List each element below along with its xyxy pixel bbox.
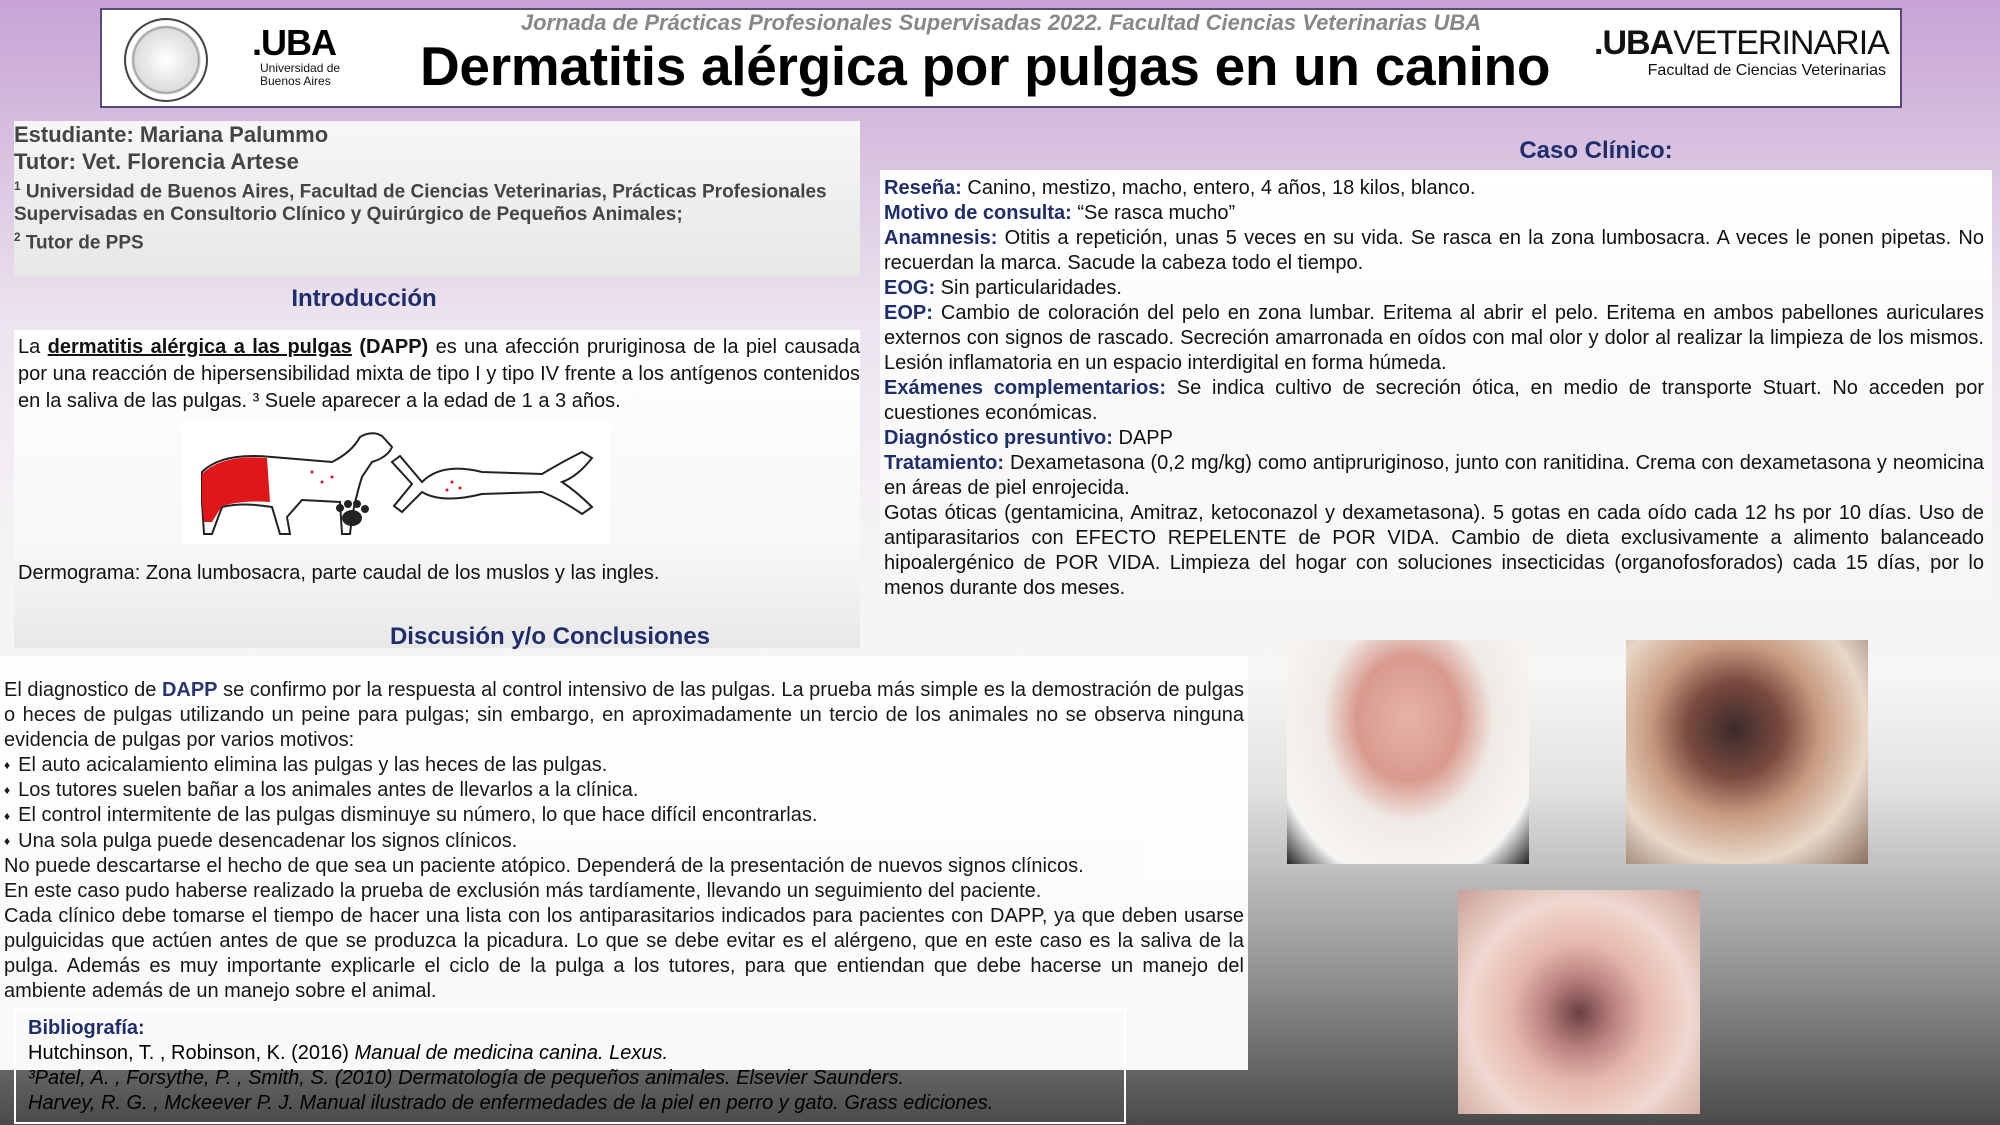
discussion-paragraph-4: Cada clínico debe tomarse el tiempo de hacer una lista con los antiparasitarios indicados para pacientes con DAPP, ya que deben usarse pulguicidas que actúen antes de que se produzca la picadura. Lo que se debe evitar es el alérgeno, que en este caso es la saliva de la pulga. Además es muy importante explicarle el ciclo de la pulga a los tutores, para que entiendan que debe hacerse un manejo del ambiente además de un manejo sobre el animal. <box>4 904 1244 1002</box>
case-resena <box>884 176 1984 201</box>
case-tratamiento <box>884 451 1984 501</box>
affiliation-1 <box>14 175 860 226</box>
examenes-label: Exámenes complementarios: <box>884 377 1167 399</box>
eop-label: EOP: <box>884 302 933 324</box>
intro-title: Introducción <box>291 285 437 312</box>
case-diagnostico <box>884 426 1984 451</box>
bibliography-text <box>28 1016 993 1116</box>
case-tratamiento-2: Gotas óticas (gentamicina, Amitraz, ketoconazol y dexametasona). 5 gotas en cada oído cada 12 hs por 10 días. Uso de antiparasitarios con EFECTO REPELENTE de POR VIDA. Cambio de dieta exclusivamente a alimento balanceado hipoalergénico de POR VIDA. Limpieza del hogar con soluciones insecticidas (organofosforados) cada 15 días, por lo menos durante dos meses. <box>884 502 1984 599</box>
diagnostico-value: DAPP <box>1112 427 1173 449</box>
discussion-p1-start: El diagnostico de <box>4 679 162 701</box>
poster-header <box>100 8 1902 108</box>
discussion-title: Discusión y/o Conclusiones <box>389 623 711 650</box>
dermogram-dog-illustration <box>182 422 610 544</box>
motivo-label: Motivo de consulta: <box>884 202 1072 224</box>
bibliography-box <box>14 1008 1126 1124</box>
vet-logo-word <box>1594 24 1894 62</box>
bullet-item: ♦ El control intermitente de las pulgas disminuye su número, lo que hace difícil encontrarlas. <box>4 803 1244 828</box>
uba-logo-word: .UBA <box>252 22 336 63</box>
photo-ear-lesion <box>1458 890 1700 1114</box>
author-block <box>14 121 860 276</box>
tratamiento-value: Dexametasona (0,2 mg/kg) como antipruriginoso, junto con ranitidina. Crema con dexametasona y neomicina en áreas de piel enrojecida. <box>884 452 1984 499</box>
case-text <box>884 176 1984 601</box>
discussion-paragraph-1 <box>4 678 1244 753</box>
bullet-item: ♦ Los tutores suelen bañar a los animales antes de llevarlos a la clínica. <box>4 778 1244 803</box>
event-subtitle: Jornada de Prácticas Profesionales Supervisadas 2022. Facultad Ciencias Veterinarias UBA <box>520 10 1482 35</box>
photo-interdigital-lesion <box>1626 640 1868 864</box>
discussion-bullets <box>4 753 1244 854</box>
reference-2: ³Patel, A. , Forsythe, P. , Smith, S. (2010) Dermatología de pequeños animales. Elsevier Saunders. <box>28 1067 904 1089</box>
uba-logo-line2: Buenos Aires <box>260 74 331 88</box>
dermogram-caption: Dermograma: Zona lumbosacra, parte caudal de los muslos y las ingles. <box>18 562 660 584</box>
case-examenes <box>884 376 1984 426</box>
photo-lumbosacral-lesion <box>1287 640 1529 864</box>
eog-label: EOG: <box>884 277 936 299</box>
affiliation-2 <box>14 226 860 254</box>
uba-veterinaria-logo <box>1594 24 1894 80</box>
vet-logo-veterinaria: VETERINARIA <box>1673 24 1889 62</box>
resena-value: Canino, mestizo, macho, entero, 4 años, 18 kilos, blanco. <box>961 177 1476 199</box>
reference-1 <box>28 1041 993 1066</box>
anamnesis-label: Anamnesis: <box>884 227 998 249</box>
discussion-paragraph-2: No puede descartarse el hecho de que sea un paciente atópico. Dependerá de la presentación de nuevos signos clínicos. <box>4 854 1084 877</box>
tutor-name: Tutor: Vet. Florencia Artese <box>14 149 299 174</box>
intro-term: dermatitis alérgica a las pulgas <box>47 336 352 358</box>
bullet-item: ♦ El auto acicalamiento elimina las pulgas y las heces de las pulgas. <box>4 753 1244 778</box>
intro-text-start: La <box>18 336 48 358</box>
university-seal-icon <box>124 18 208 102</box>
poster-title: Dermatitis alérgica por pulgas en un canino <box>420 35 1551 97</box>
case-title: Caso Clínico: <box>1519 137 1673 164</box>
tratamiento-label: Tratamiento: <box>884 452 1005 474</box>
reference-3: Harvey, R. G. , Mckeever P. J. Manual ilustrado de enfermedades de la piel en perro y gato. Grass ediciones. <box>28 1092 994 1114</box>
vet-logo-subtitle: Facultad de Ciencias Veterinarias <box>1647 62 1886 79</box>
discussion-p1-rest: se confirmo por la respuesta al control intensivo de las pulgas. La prueba más simple es la demostración de pulgas o heces de pulgas utilizando un peine para pulgas; sin embargo, en aproximadamente un tercio de los animales no se observa ninguna evidencia de pulgas por varios motivos: <box>4 679 1244 751</box>
case-anamnesis <box>884 226 1984 276</box>
intro-paragraph <box>18 334 860 415</box>
discussion-paragraph-3: En este caso pudo haberse realizado la prueba de exclusión más tardíamente, llevando un seguimiento del paciente. <box>4 879 1042 902</box>
intro-section <box>14 330 860 648</box>
case-motivo <box>884 201 1984 226</box>
affiliation-1-text: Universidad de Buenos Aires, Facultad de Ciencias Veterinarias, Prácticas Profesionales Supervisadas en Consultorio Clínico y Quirúrgico de Pequeños Animales; <box>14 181 827 226</box>
anamnesis-value: Otitis a repetición, unas 5 veces en su vida. Se rasca en la zona lumbosacra. A veces le ponen pipetas. No recuerdan la marca. Sacude la cabeza todo el tiempo. <box>884 227 1984 274</box>
vet-logo-uba: .UBA <box>1594 24 1674 62</box>
student-name: Estudiante: Mariana Palummo <box>14 122 329 147</box>
discussion-text <box>4 678 1244 1004</box>
dermogram-figure <box>182 422 610 544</box>
affiliation-2-text: Tutor de PPS <box>20 232 144 254</box>
bibliography-title: Bibliografía: <box>28 1017 145 1039</box>
eop-value: Cambio de coloración del pelo en zona lumbar. Eritema al abrir el pelo. Eritema en ambos pabellones auriculares externos con signos de rascado. Secreción amarronada en oídos con mal olor y dolor al realizar la limpieza de los mismos. Lesión inflamatoria en un espacio interdigital en forma húmeda. <box>884 302 1984 374</box>
case-eop <box>884 301 1984 376</box>
examenes-value: Se indica cultivo de secreción ótica, en medio de transporte Stuart. No acceden por cuestiones económicas. <box>884 377 1984 424</box>
reference-1-book: Manual de medicina canina. Lexus. <box>354 1042 669 1064</box>
case-section <box>880 170 1992 600</box>
discussion-term: DAPP <box>161 679 218 701</box>
intro-text-rest: es una afección pruriginosa de la piel causada por una reacción de hipersensibilidad mixta de tipo I y tipo IV frente a los antígenos contenidos en la saliva de las pulgas. ³ Suele aparecer a la edad de 1 a 3 años. <box>18 336 861 412</box>
bullet-item: ♦ Una sola pulga puede desencadenar los signos clínicos. <box>4 829 1244 854</box>
uba-logo-line1: Universidad de <box>260 61 341 75</box>
resena-label: Reseña: <box>884 177 962 199</box>
eog-value: Sin particularidades. <box>935 277 1122 299</box>
intro-abbr: (DAPP) <box>351 336 429 358</box>
case-eog <box>884 276 1984 301</box>
uba-logo <box>252 24 352 88</box>
affiliation-1-marker: 1 <box>14 180 21 193</box>
reference-1-authors: Hutchinson, T. , Robinson, K. (2016) <box>28 1042 355 1064</box>
motivo-value: “Se rasca mucho” <box>1071 202 1236 224</box>
diagnostico-label: Diagnóstico presuntivo: <box>884 427 1113 449</box>
affiliation-2-marker: 2 <box>14 231 21 245</box>
